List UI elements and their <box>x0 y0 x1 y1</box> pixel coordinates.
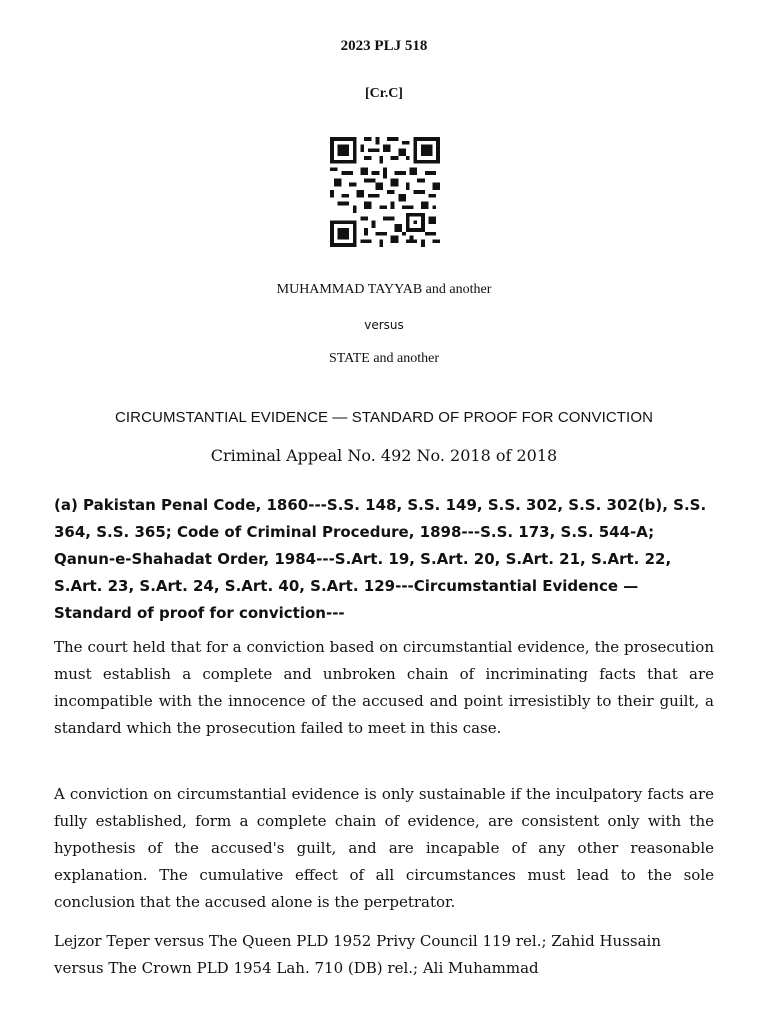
qr-code-icon <box>327 137 443 247</box>
case-references: Lejzor Teper versus The Queen PLD 1952 Privy Council 119 rel.; Zahid Hussain versus The Crown PLD 1954 Lah. 710 (DB) rel.; Ali Muhammad <box>54 932 662 977</box>
respondent-name: STATE and another <box>328 351 440 366</box>
versus-label: versus <box>364 318 404 332</box>
appellant-name: MUHAMMAD TAYYAB and another <box>276 282 492 297</box>
subject-heading: CIRCUMSTANTIAL EVIDENCE — STANDARD OF PROOF FOR CONVICTION <box>114 409 654 426</box>
holding-paragraph: The court held that for a conviction based on circumstantial evidence, the prosecution must establish a complete and unbroken chain of incriminating facts that are incompatible with the innocence of the accused and point irresistibly to their guilt, a standard which the prosecution failed to meet in this case. <box>54 638 714 737</box>
case-number: Criminal Appeal No. 492 No. 2018 of 2018 <box>210 446 558 465</box>
court-tag: [Cr.C] <box>365 86 403 101</box>
reasoning-paragraph: A conviction on circumstantial evidence is only sustainable if the inculpatory facts are fully established, form a complete chain of evidence, are consistent only with the hypothesis of the accused's guilt, and are incapable of any other reasonable explanation. The cumulative effect of all circumstances must lead to the sole conclusion that the accused alone is the perpetrator. <box>54 785 714 911</box>
case-citation: 2023 PLJ 518 <box>340 38 428 54</box>
headnote-statutes: (a) Pakistan Penal Code, 1860---S.S. 148, S.S. 149, S.S. 302, S.S. 302(b), S.S. 364, S.S. 365; Code of Criminal Procedure, 1898---S.S. 173, S.S. 544-A; Qanun-e-Shahadat Order, 1984---S.Art. 19, S.Art. 20, S.Art. 21, S.Art. 22, S.Art. 23, S.Art. 24, S.Art. 40, S.Art. 129---Circumstantial Evidence — Standard of proof for conviction--- <box>54 496 707 622</box>
